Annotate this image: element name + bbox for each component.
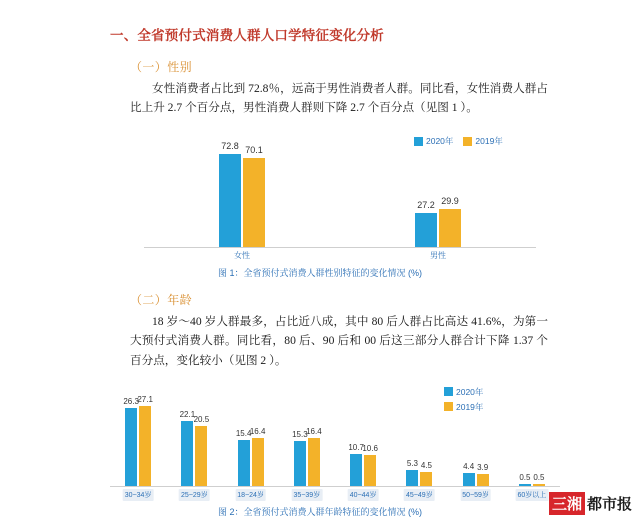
section-title: 一、全省预付式消费人群人口学特征变化分析 bbox=[110, 28, 384, 43]
bar bbox=[533, 472, 545, 486]
watermark-black-text: 都市报 bbox=[586, 496, 632, 513]
category-label: 45~49岁 bbox=[404, 489, 435, 501]
bar-value-label: 15.4 bbox=[235, 429, 252, 439]
chart-1-caption: 图 1：全省预付式消费人群性别特征的变化情况 (%) bbox=[217, 268, 422, 279]
category-label: 50~59岁 bbox=[460, 489, 491, 501]
category-label: 女性 bbox=[234, 251, 250, 261]
paragraph-gender-text: 女性消费者占比到 72.8％，远高于男性消费者人群。同比看，女性消费人群占比上升 2.7 个百分点，男性消费人群则下降 2.7 个百分点（见图 1 ）。 bbox=[130, 82, 548, 115]
category-label: 30~34岁 bbox=[123, 489, 154, 501]
bar-value-label: 4.5 bbox=[420, 461, 432, 471]
bar bbox=[193, 414, 210, 486]
bar-value-label: 72.8 bbox=[221, 141, 239, 152]
legend-label: 2019年 bbox=[475, 136, 503, 147]
bar bbox=[362, 443, 378, 486]
watermark-red-text: 三湘 bbox=[549, 492, 585, 515]
bar-group bbox=[144, 141, 340, 261]
watermark-logo bbox=[549, 492, 632, 515]
paragraph-age bbox=[130, 312, 548, 369]
category-label: 60岁以上 bbox=[515, 489, 548, 501]
category-label: 25~29岁 bbox=[179, 489, 210, 501]
legend-label: 2020年 bbox=[426, 136, 454, 147]
category-label: 18~24岁 bbox=[235, 489, 266, 501]
bar bbox=[415, 199, 437, 248]
bar-value-label: 10.6 bbox=[362, 443, 378, 453]
bar-value-label: 0.5 bbox=[519, 472, 531, 482]
bar-group bbox=[279, 426, 335, 499]
bar-group bbox=[335, 443, 391, 499]
bar-value-label: 29.9 bbox=[441, 196, 459, 207]
bar bbox=[477, 463, 489, 485]
bar-value-label: 5.3 bbox=[406, 459, 418, 469]
bar bbox=[249, 426, 266, 486]
bar-group bbox=[340, 196, 536, 261]
bar-value-label: 70.1 bbox=[245, 144, 263, 155]
bar-value-label: 22.1 bbox=[179, 409, 196, 419]
category-label: 35~39岁 bbox=[292, 489, 323, 501]
bar-group bbox=[110, 395, 166, 499]
bar-group bbox=[391, 459, 447, 499]
bar bbox=[406, 459, 418, 486]
bar-value-label: 16.4 bbox=[249, 426, 266, 436]
bar bbox=[420, 461, 432, 485]
bar bbox=[348, 443, 364, 485]
chart-1-plot-area bbox=[144, 129, 536, 261]
chart-1-block bbox=[34, 129, 606, 279]
bar bbox=[306, 426, 322, 486]
bar bbox=[137, 395, 153, 485]
bar bbox=[235, 429, 252, 485]
paragraph-age-text: 18 岁～40 岁人群最多，占比近八成，其中 80 后人群占比高达 41.6%，为第一大预付式消费人群。同比看，80 后、90 后和 00 后这三部分人群合计下降 1.37 个百分点，变化较小（见图 2 ）。 bbox=[130, 315, 548, 367]
bar-value-label: 4.4 bbox=[463, 461, 475, 471]
bar bbox=[463, 461, 475, 486]
subsection-title-gender: （一）性别 bbox=[130, 60, 193, 74]
bar-value-label: 16.4 bbox=[306, 426, 322, 436]
bar-value-label: 27.2 bbox=[417, 199, 435, 210]
subsection-title-age: （二）年龄 bbox=[130, 293, 193, 308]
bar-value-label: 20.5 bbox=[193, 414, 210, 424]
legend-label: 2019年 bbox=[456, 401, 484, 412]
bar-group bbox=[504, 472, 560, 499]
bar-value-label: 10.7 bbox=[348, 443, 364, 453]
bar-group bbox=[223, 426, 279, 499]
category-label: 男性 bbox=[430, 251, 446, 261]
bar bbox=[243, 144, 265, 247]
chart-2-block bbox=[34, 382, 606, 518]
bar-value-label: 26.3 bbox=[123, 397, 139, 407]
bar bbox=[439, 196, 461, 247]
chart-2-plot-area bbox=[110, 382, 560, 499]
bar-value-label: 0.5 bbox=[533, 472, 545, 482]
category-label: 40~44岁 bbox=[348, 489, 379, 501]
paragraph-gender bbox=[130, 79, 548, 117]
bar-value-label: 3.9 bbox=[477, 463, 489, 473]
bar bbox=[519, 472, 531, 486]
bar-group bbox=[448, 461, 504, 499]
bar bbox=[292, 429, 308, 486]
bar-value-label: 27.1 bbox=[137, 395, 153, 405]
chart-2-caption: 图 2：全省预付式消费人群年龄特征的变化情况 (%) bbox=[217, 506, 422, 517]
bar-group bbox=[166, 409, 222, 499]
bar bbox=[179, 409, 196, 486]
bar bbox=[219, 141, 241, 247]
bar bbox=[123, 397, 139, 485]
legend-label: 2020年 bbox=[456, 386, 484, 397]
bar-value-label: 15.3 bbox=[292, 429, 308, 439]
